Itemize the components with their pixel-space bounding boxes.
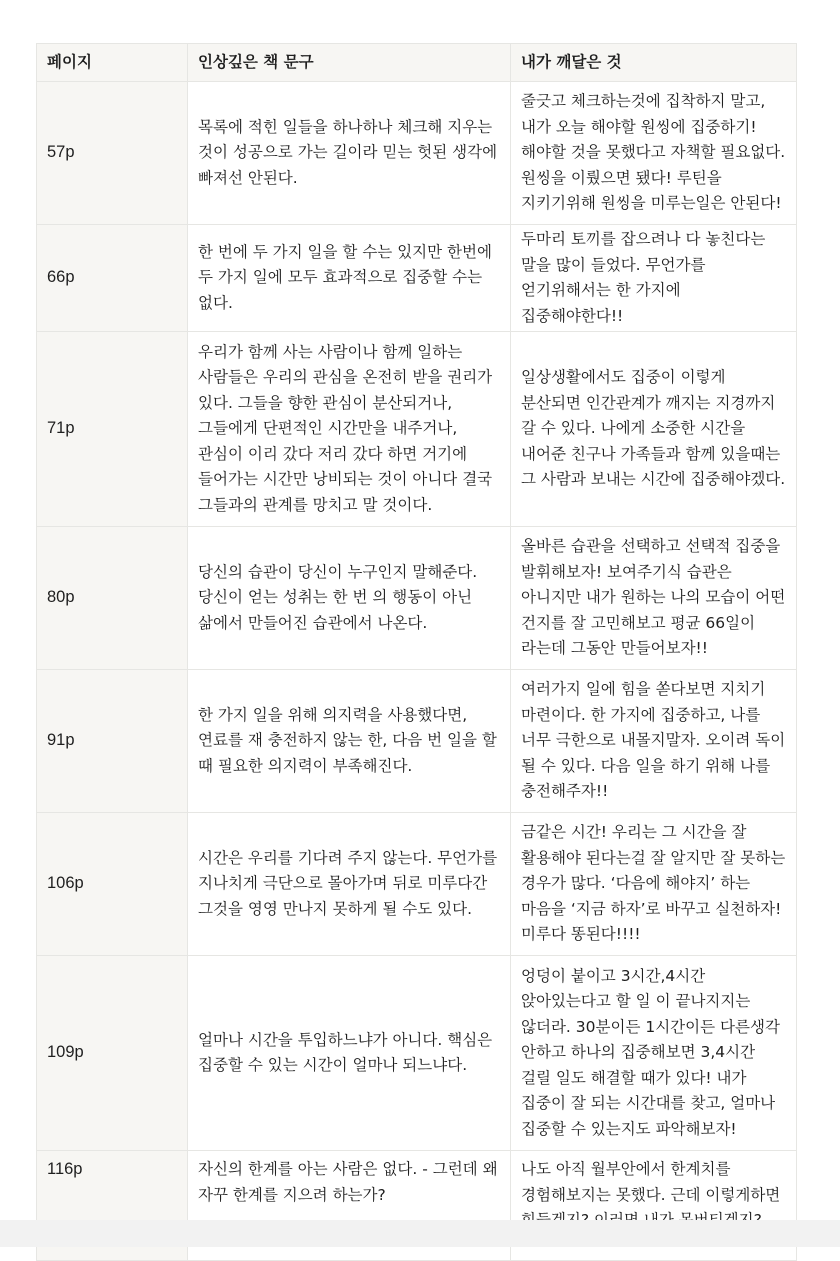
quote-cell: 목록에 적힌 일들을 하나하나 체크해 지우는 것이 성공으로 가는 길이라 믿는 헛된 생각에 빠져선 안된다. — [188, 82, 511, 225]
quote-cell: 자신의 한계를 아는 사람은 없다. - 그런데 왜 자꾸 한계를 지으려 하는가? — [188, 1151, 511, 1261]
insight-cell: 두마리 토끼를 잡으려나 다 놓친다는 말을 많이 들었다. 무언가를 얻기위해서는 한 가지에 집중해야한다!! — [511, 225, 797, 332]
table-row — [37, 332, 797, 527]
table-row — [37, 956, 797, 1151]
insight-cell: 엉덩이 붙이고 3시간,4시간 앉아있는다고 할 일 이 끝나지지는 않더라. 30분이든 1시간이든 다른생각 안하고 하나의 집중해보면 3,4시간 걸릴 일도 해결할 때가 있다! 내가 집중이 잘 되는 시간대를 찾고, 얼마나 집중할 수 있는지도 파악해보자! — [511, 956, 797, 1151]
table-row — [37, 813, 797, 956]
page-cell: 109p — [37, 956, 188, 1151]
notes-table-container — [36, 43, 796, 1204]
insight-cell: 일상생활에서도 집중이 이렇게 분산되면 인간관계가 깨지는 지경까지 갈 수 있다. 나에게 소중한 시간을 내어준 친구나 가족들과 함께 있을때는 그 사람과 보내는 시간에 집중해야겠다. — [511, 332, 797, 527]
quote-cell: 얼마나 시간을 투입하느냐가 아니다. 핵심은 집중할 수 있는 시간이 얼마나 되느냐다. — [188, 956, 511, 1151]
page-cell: 57p — [37, 82, 188, 225]
page-cell: 66p — [37, 225, 188, 332]
header-page: 페이지 — [37, 44, 188, 82]
quote-cell: 한 가지 일을 위해 의지력을 사용했다면, 연료를 재 충전하지 않는 한, 다음 번 일을 할 때 필요한 의지력이 부족해진다. — [188, 670, 511, 813]
insight-cell: 올바른 습관을 선택하고 선택적 집중을 발휘해보자! 보여주기식 습관은 아니지만 내가 원하는 나의 모습이 어떤 건지를 잘 고민해보고 평균 66일이 라는데 그동안 만들어보자!! — [511, 527, 797, 670]
table-row — [37, 527, 797, 670]
insight-cell: 나도 아직 월부안에서 한계치를 경험해보지는 못했다. 근데 이렇게하면 — [511, 1151, 797, 1261]
reading-notes-table — [36, 43, 797, 1261]
page-cell: 71p — [37, 332, 188, 527]
page-cell: 116p — [37, 1151, 188, 1261]
quote-cell: 한 번에 두 가지 일을 할 수는 있지만 한번에 두 가지 일에 모두 효과적으로 집중할 수는 없다. — [188, 225, 511, 332]
table-row — [37, 670, 797, 813]
table-row — [37, 82, 797, 225]
header-insight: 내가 깨달은 것 — [511, 44, 797, 82]
page-cell: 80p — [37, 527, 188, 670]
page-cell: 106p — [37, 813, 188, 956]
table-header-row — [37, 44, 797, 82]
quote-cell: 당신의 습관이 당신이 누구인지 말해준다. 당신이 얻는 성취는 한 번 의 행동이 아닌 삶에서 만들어진 습관에서 나온다. — [188, 527, 511, 670]
bottom-fade-strip — [0, 1220, 840, 1247]
page-cell: 91p — [37, 670, 188, 813]
quote-cell: 시간은 우리를 기다려 주지 않는다. 무언가를 지나치게 극단으로 몰아가며 뒤로 미루다간 그것을 영영 만나지 못하게 될 수도 있다. — [188, 813, 511, 956]
quote-cell: 우리가 함께 사는 사람이나 함께 일하는 사람들은 우리의 관심을 온전히 받을 권리가 있다. 그들을 향한 관심이 분산되거나, 그들에게 단편적인 시간만을 내주거나, 관심이 이리 갔다 저리 갔다 하면 거기에 들어가는 시간만 낭비되는 것이 아니다 결국 그들과의 관계를 망치고 말 것이다. — [188, 332, 511, 527]
header-quote: 인상깊은 책 문구 — [188, 44, 511, 82]
insight-cell: 여러가지 일에 힘을 쏟다보면 지치기 마련이다. 한 가지에 집중하고, 나를 너무 극한으로 내몰지말자. 오이려 독이 될 수 있다. 다음 일을 하기 위해 나를 충전해주자!! — [511, 670, 797, 813]
insight-cell: 줄긋고 체크하는것에 집착하지 말고, 내가 오늘 해야할 원씽에 집중하기! 해야할 것을 못했다고 자책할 필요없다. 원씽을 이뤘으면 됐다! 루틴을 지키기위해 원씽을 미루는일은 안된다! — [511, 82, 797, 225]
table-row — [37, 225, 797, 332]
insight-cell: 금같은 시간! 우리는 그 시간을 잘 활용해야 된다는걸 잘 알지만 잘 못하는 경우가 많다. ‘다음에 해야지’ 하는 마음을 ‘지금 하자’로 바꾸고 실천하자! 미루다 똥된다!!!! — [511, 813, 797, 956]
